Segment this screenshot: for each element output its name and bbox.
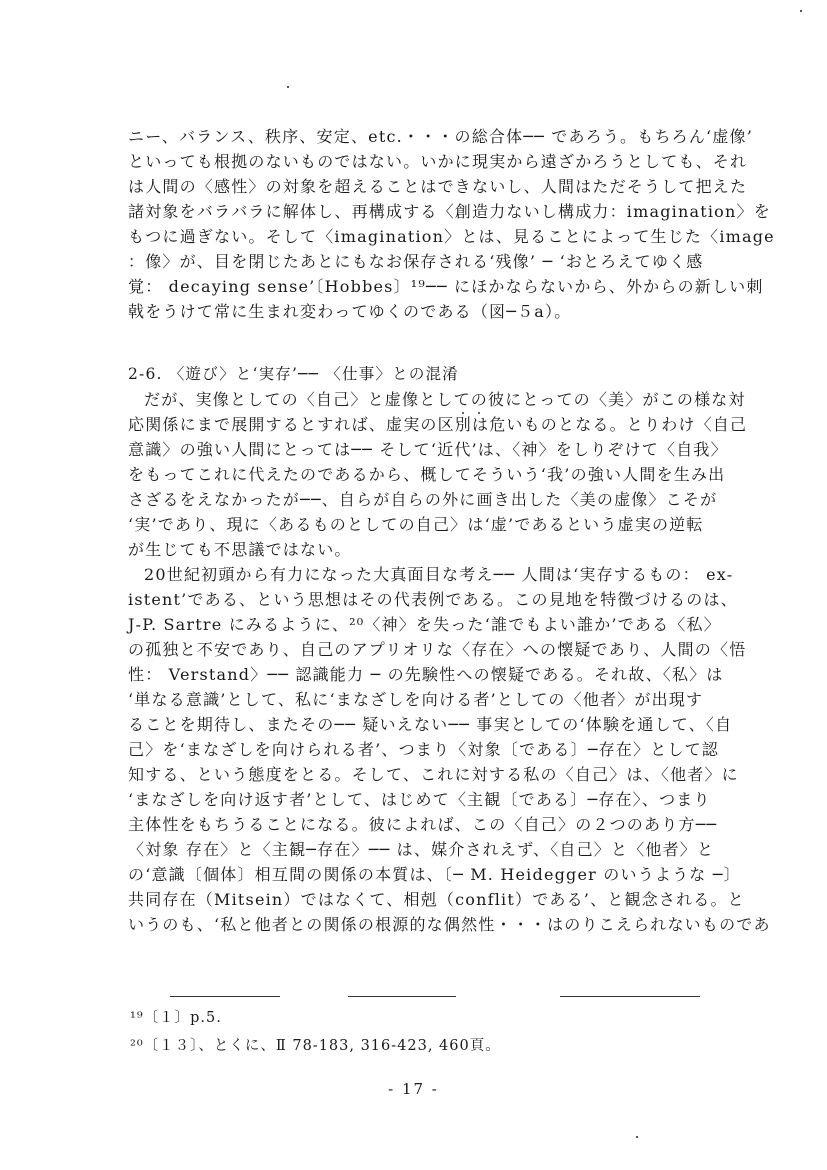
text-line: の孤独と不安であり、自己のアプリオリな〈存在〉への懐疑であり、人間の〈悟 <box>128 640 747 659</box>
section-heading: 2-6. 〈遊び〉と‘実存’── 〈仕事〉との混淆 <box>128 365 459 383</box>
text-line: 応関係にまで展開するとすれば、虚実の区別は危いものとなる。とりわけ〈自己 <box>128 415 748 434</box>
text-line: の‘意識〔個体〕相互間の関係の本質は、〔─ M. Heidegger のいうような ─〕 <box>128 865 741 884</box>
footnote-19: ¹⁹〔１〕p.5. <box>130 1010 222 1026</box>
text-line: いうのも、‘私と他者との関係の根源的な偶然性・・・はのりこえられないものであ <box>128 915 771 934</box>
scan-dot <box>636 1136 638 1138</box>
rule-segment <box>170 996 280 997</box>
text-line: 共同存在（Mitsein）ではなくて、相剋（conflit）である’、と観念される。と <box>128 890 745 909</box>
scan-dot <box>800 10 802 12</box>
emphasis-dot <box>462 412 464 414</box>
text-line: J-P. Sartre にみるように、²⁰〈神〉を失った‘誰でもよい誰か’である〈私〉 <box>128 615 721 634</box>
footnote-20: ²⁰〔１３〕、とくに、Ⅱ 78-183, 316-423, 460頁。 <box>130 1038 501 1054</box>
scan-dot <box>287 86 289 88</box>
text-line: だが、実像としての〈自己〉と虚像としての彼にとっての〈美〉がこの様な対 <box>144 390 746 409</box>
text-line: 主体性をもちうることになる。彼によれば、この〈自己〉の２つのあり方── <box>128 815 718 834</box>
emphasis-dot <box>478 412 480 414</box>
page-number: - 17 - <box>388 1080 439 1098</box>
text-line: 諸対象をバラバラに解体し、再構成する〈創造力ないし構成力：imagination〉を <box>128 202 771 221</box>
text-line: 意識〉の強い人間にとっては── そして‘近代’は、〈神〉をしりぞけて〈自我〉 <box>128 440 728 459</box>
text-line: は人間の〈感性〉の対象を超えることはできないし、人間はただそうして把えた <box>128 177 748 196</box>
text-line: 性： Verstand〉── 認識能力 ─ の先験性への懐疑である。それ故、〈私〉は <box>128 665 724 684</box>
rule-segment <box>560 996 700 997</box>
text-line: 戟をうけて常に生まれ変わってゆくのである（図─５a）。 <box>128 302 572 321</box>
footnote-separator <box>130 996 730 1000</box>
text-line: 20世紀初頭から有力になった大真面目な考え── 人間は‘実存するもの： ex- <box>144 565 734 584</box>
rule-segment <box>348 996 456 997</box>
intro-paragraph <box>128 124 775 324</box>
text-line: 己〉を‘まなざしを向けられる者’、つまり〈対象〔である〕─存在〉として認 <box>128 740 720 759</box>
text-line: ニー、バランス、秩序、安定、etc.・・・の総合体── であろう。もちろん‘虚像’ <box>128 127 754 146</box>
text-line: ：像〉が、目を閉じたあとにもなお保存される‘残像’ ─ ‘おとろえてゆく感 <box>128 252 704 271</box>
text-line: をもってこれに代えたのであるから、概してそういう‘我’の強い人間を生み出 <box>128 465 726 484</box>
text-line: ることを期待し、またその── 疑いえない── 事実としての‘体験を通して、〈自 <box>128 715 733 734</box>
text-line: 覚： decaying sense’〔Hobbes〕¹⁹── にほかならないから、外からの新しい刺 <box>128 277 764 296</box>
section-2-6 <box>128 362 771 937</box>
text-line: が生じても不思議ではない。 <box>128 540 352 559</box>
text-line: ‘実’であり、現に〈あるものとしての自己〉は‘虚’であるという虚実の逆転 <box>128 515 704 534</box>
text-line: 〈対象 存在〉と〈主観─存在〉── は、媒介されえず、〈自己〉と〈他者〉と <box>128 840 715 859</box>
text-line: istent’である、という思想はその代表例である。この見地を特徴づけるのは、 <box>128 590 738 609</box>
text-line: もつに過ぎない。そして〈imagination〉とは、見ることによって生じた〈image <box>128 227 775 246</box>
text-line: といっても根拠のないものではない。いかに現実から遠ざかろうとしても、それ <box>128 152 748 171</box>
text-line: さざるをえなかったが──、自らが自らの外に画き出した〈美の虚像〉こそが <box>128 490 718 509</box>
text-line: 知する、という態度をとる。そして、これに対する私の〈自己〉は、〈他者〉に <box>128 765 739 784</box>
text-line: ‘単なる意識’として、私に‘まなざしを向ける者’としての〈他者〉が出現す <box>128 690 704 709</box>
text-line: ‘まなざしを向け返す者’として、はじめて〈主観〔である〕─存在〉、つまり <box>128 790 711 809</box>
footnotes <box>130 1004 690 1060</box>
